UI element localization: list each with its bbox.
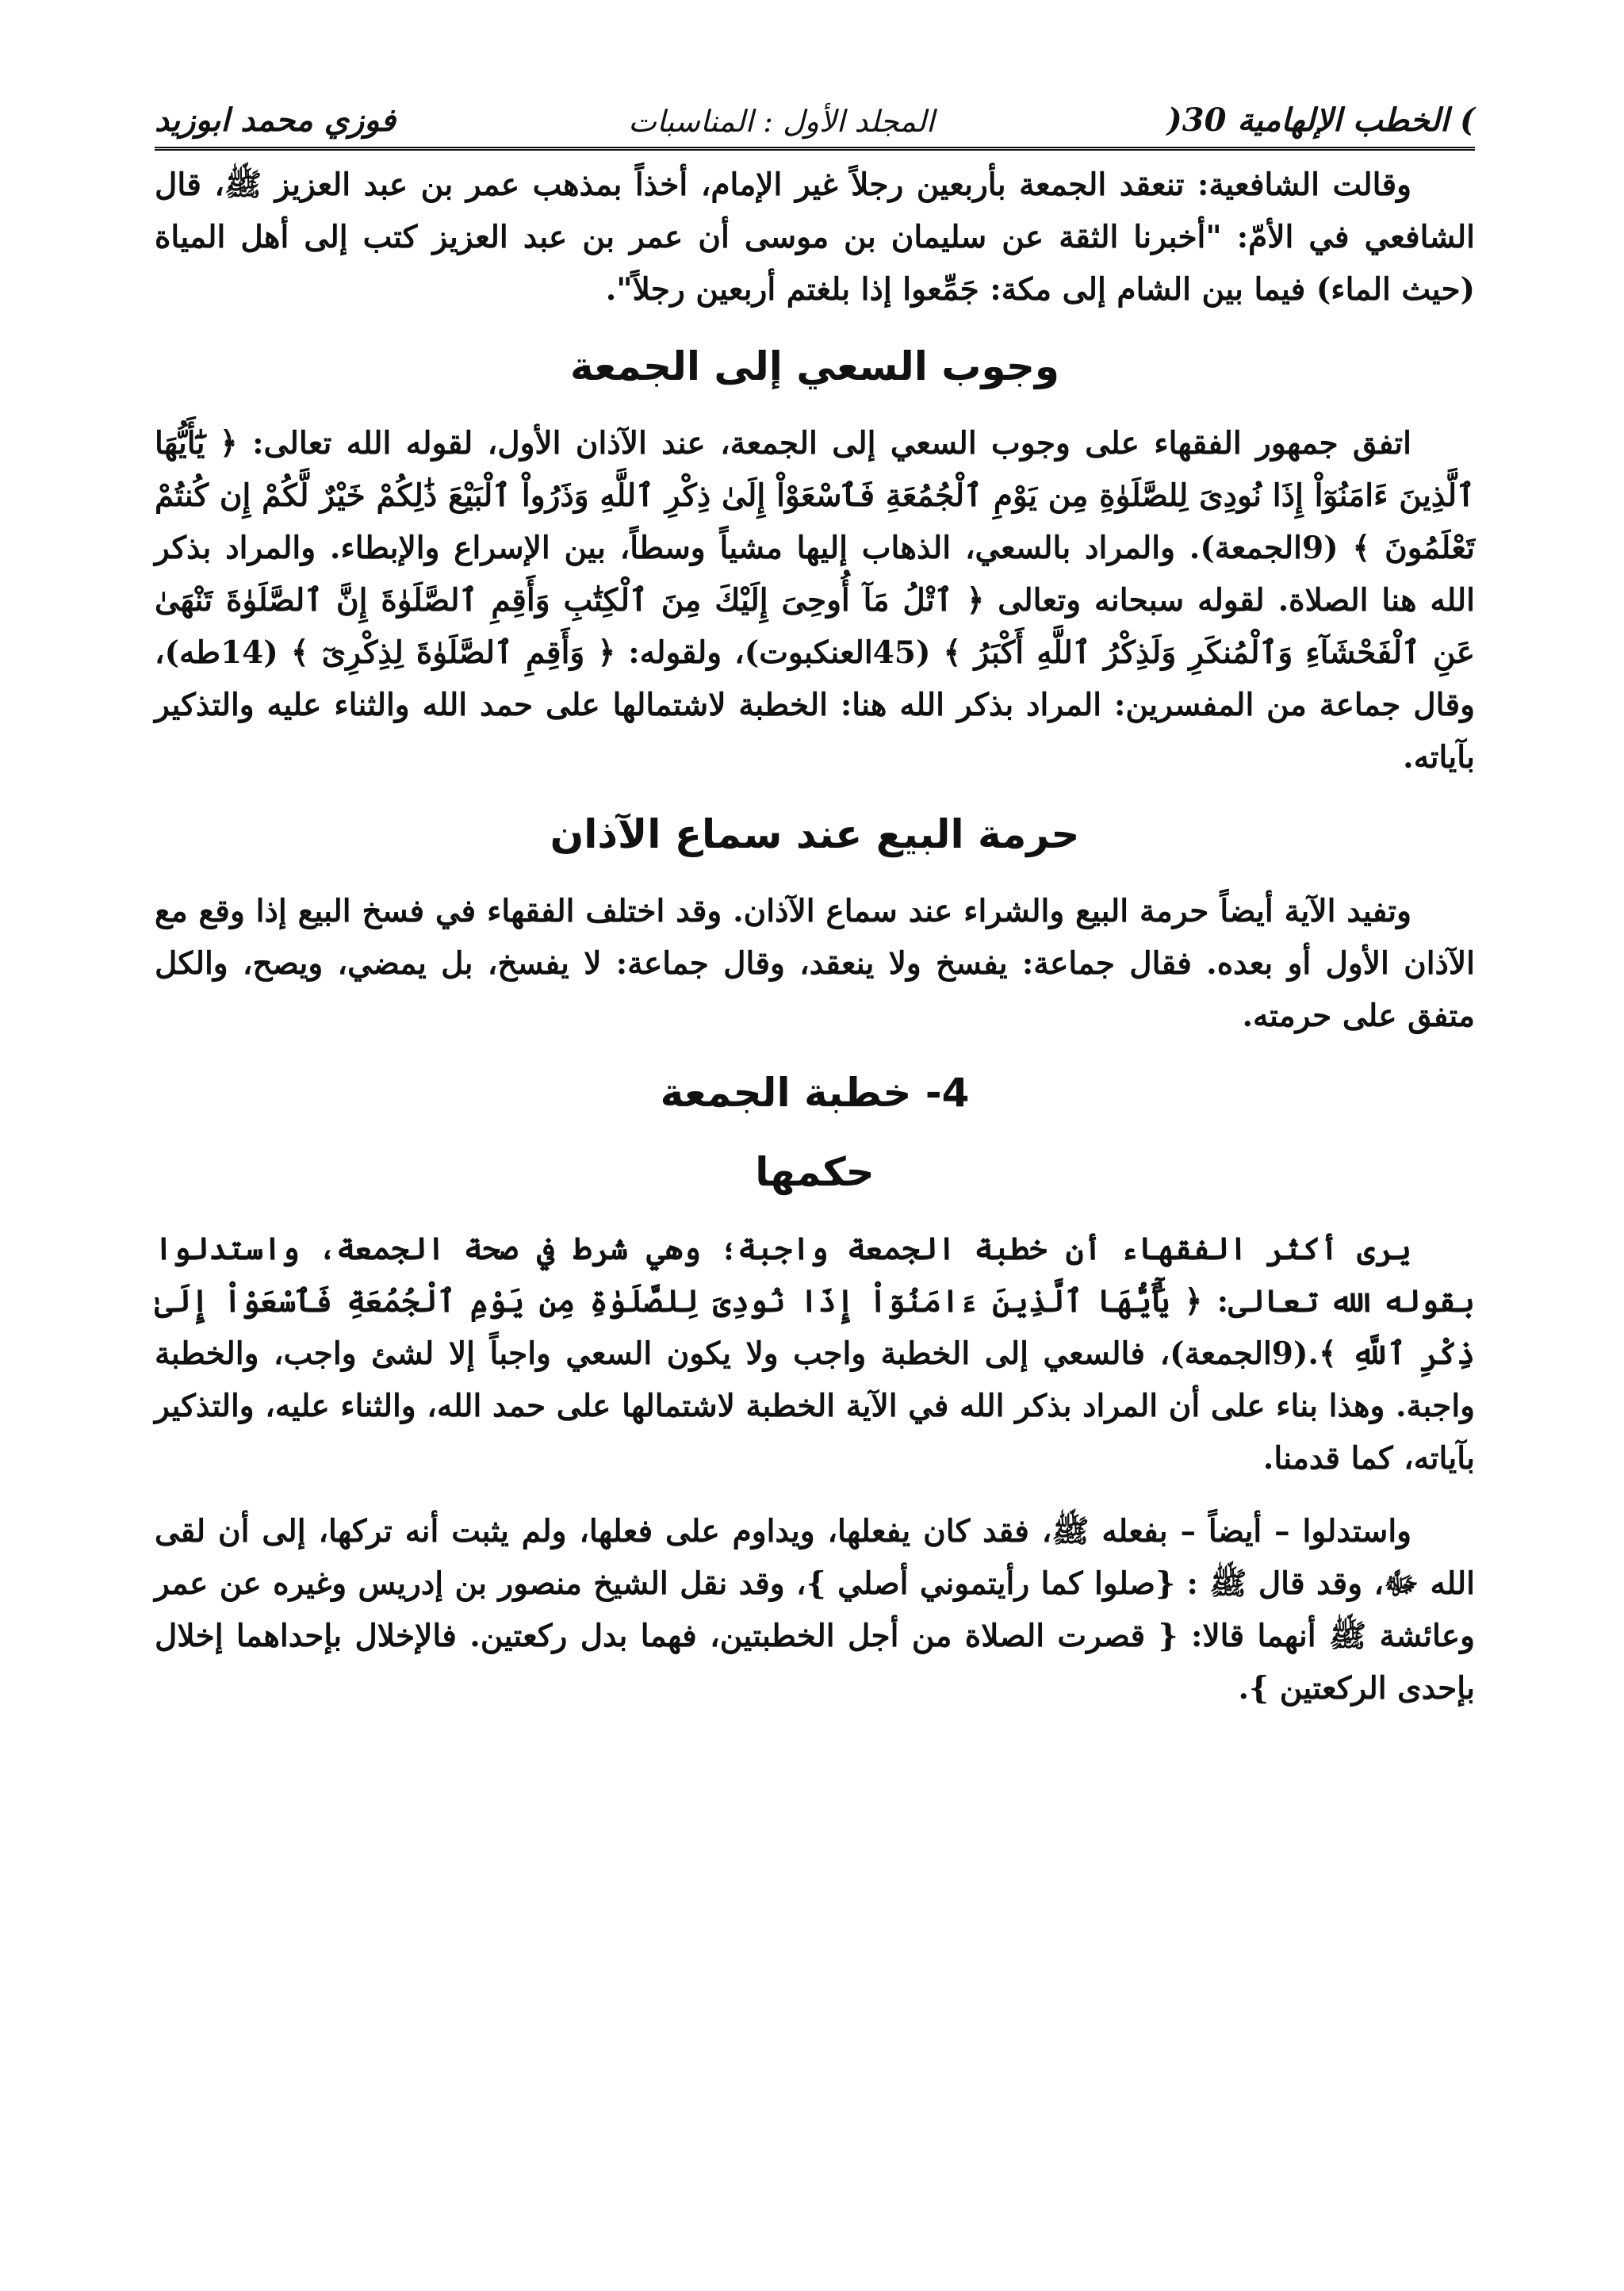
running-header xyxy=(155,87,1475,151)
paragraph-ruling: يرى أكثر الفقهاء أن خطبة الجمعة واجبة؛ وهي شرط في صحة الجمعة، واستدلوا بقوله الله تعالى: ﴿ يَٰٓأَيُّهَا ٱلَّذِينَ ءَامَنُوٓاْ إِذَا نُودِىَ لِلصَّلَوٰةِ مِن يَوْمِ ٱلْجُمُعَةِ فَٱسْعَوْاْ إِلَىٰ ذِكْرِ ٱللَّهِ ﴾.(9الجمعة)، فالسعي إلى الخطبة واجب ولا يكون السعي واجباً إلا لشئ واجب، والخطبة واجبة. وهذا بناء على أن المراد بذكر الله في الآية الخطبة لاشتمالها على حمد الله، والثناء عليه، والتذكير بآياته، كما قدمنا. xyxy=(155,1231,1475,1477)
page-body xyxy=(155,159,1475,1735)
heading-sale-prohibition: حرمة البيع عند سماع الآذان xyxy=(550,811,1080,857)
paragraph-sale: وتفيد الآية أيضاً حرمة البيع والشراء عند سماع الآذان. وقد اختلف الفقهاء في فسخ البيع إذا وقع مع الآذان الأول أو بعده. فقال جماعة: يفسخ ولا ينعقد، وقال جماعة: لا يفسخ، بل يمضي، ويصح، والكل متفق على حرمته. xyxy=(155,893,1475,1034)
heading-ruling: حكمها xyxy=(755,1149,875,1195)
paragraph-shafii: وقالت الشافعية: تنعقد الجمعة بأربعين رجلاً غير الإمام، أخذاً بمذهب عمر بن عبد العزيز ﷺ، قال الشافعي في الأمّ: "أخبرنا الثقة عن سليمان بن موسى أن عمر بن عبد العزيز كتب إلى أهل المياة (حيث الماء) فيما بين الشام إلى مكة: جَمِّعوا إذا بلغتم أربعين رجلاً". xyxy=(155,167,1475,308)
header-book-title: ) الخطب الإلهامية 30( xyxy=(1166,102,1475,139)
header-volume: المجلد الأول : المناسبات xyxy=(628,104,935,139)
header-author: فوزي محمد ابوزيد xyxy=(155,102,396,139)
paragraph-obligation: اتفق جمهور الفقهاء على وجوب السعي إلى الجمعة، عند الآذان الأول، لقوله الله تعالى: ﴿ يَٰٓأَيُّهَا ٱلَّذِينَ ءَامَنُوٓاْ إِذَا نُودِىَ لِلصَّلَوٰةِ مِن يَوْمِ ٱلْجُمُعَةِ فَٱسْعَوْاْ إِلَىٰ ذِكْرِ ٱللَّهِ وَذَرُواْ ٱلْبَيْعَ ذَٰلِكُمْ خَيْرٌ لَّكُمْ إِن كُنتُمْ تَعْلَمُونَ ﴾ (9الجمعة). والمراد بالسعي، الذهاب إليها مشياً وسطاً، بين الإسراع والإبطاء. والمراد بذكر الله هنا الصلاة. لقوله سبحانه وتعالى ﴿ ٱتْلُ مَآ أُوحِىَ إِلَيْكَ مِنَ ٱلْكِتَٰبِ وَأَقِمِ ٱلصَّلَوٰةَ إِنَّ ٱلصَّلَوٰةَ تَنْهَىٰ عَنِ ٱلْفَحْشَآءِ وَٱلْمُنكَرِ وَلَذِكْرُ ٱللَّهِ أَكْبَرُ ﴾ (45العنكبوت)، ولقوله: ﴿ وَأَقِمِ ٱلصَّلَوٰةَ لِذِكْرِىٓ ﴾ (14طه)، وقال جماعة من المفسرين: المراد بذكر الله هنا: الخطبة لاشتمالها على حمد الله والثناء عليه والتذكير بآياته. xyxy=(155,425,1475,776)
heading-friday-sermon: 4- خطبة الجمعة xyxy=(660,1070,970,1116)
paragraph-evidence: واستدلوا – أيضاً – بفعله ﷺ، فقد كان يفعلها، ويداوم على فعلها، ولم يثبت أنه تركها، إلى أن لقى الله ﷻ، وقد قال ﷺ : {صلوا كما رأيتموني أصلي }، وقد نقل الشيخ منصور بن إدريس وغيره عن عمر وعائشة ﷺ أنهما قالا: { قصرت الصلاة من أجل الخطبتين، فهما بدل ركعتين. فالإخلال بإحداهما إخلال بإحدى الركعتين }. xyxy=(155,1513,1475,1707)
heading-obligation-to-go: وجوب السعي إلى الجمعة xyxy=(569,343,1060,389)
